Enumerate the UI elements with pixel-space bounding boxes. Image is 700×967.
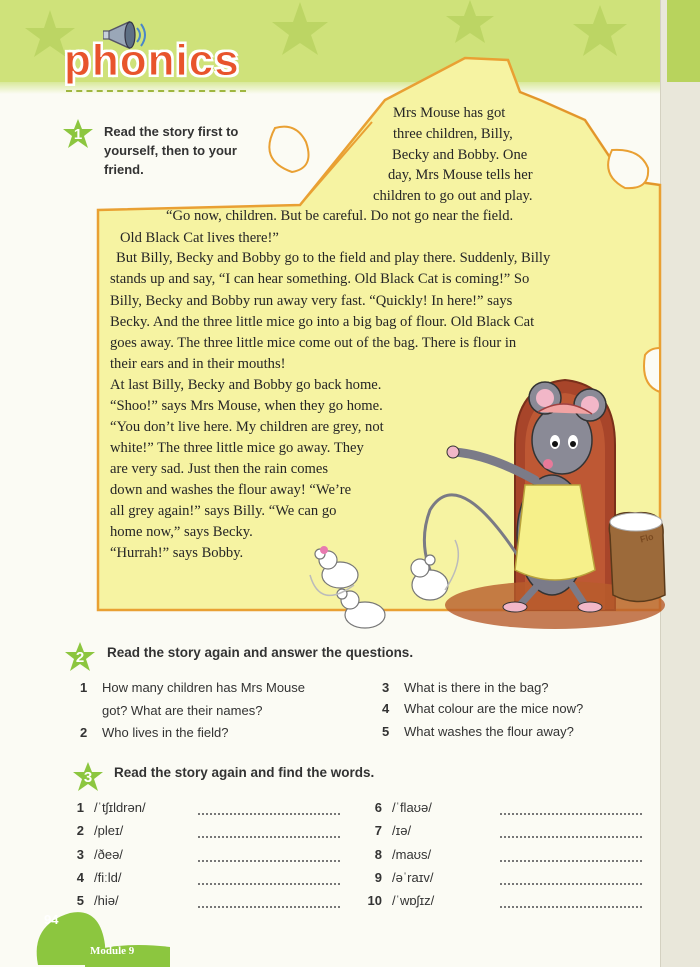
story-line: “Hurrah!” says Bobby. <box>110 545 244 561</box>
exercise-number: 1 <box>73 125 83 143</box>
word-item: 7 /ɪə/ <box>374 823 412 838</box>
exercise-1-badge <box>62 118 94 150</box>
story-line: But Billy, Becky and Bobby go to the field and play there. Suddenly, Billy <box>116 250 551 266</box>
story-line: “Go now, children. But be careful. Do not go near the field. <box>166 208 514 224</box>
page-number: 94 <box>44 912 59 927</box>
word-item: 4 /fiːld/ <box>76 870 122 885</box>
question-item: 5 What washes the flour away? <box>382 724 574 739</box>
exercise-2-badge <box>64 641 96 673</box>
word-item: 6 /ˈflaʊə/ <box>374 800 432 815</box>
story-line: all grey again!” says Billy. “We can go <box>110 503 337 519</box>
word-item: 8 /maʊs/ <box>374 847 432 862</box>
story-line: their ears and in their mouths! <box>110 356 286 372</box>
mrs-mouse-illustration <box>280 360 680 650</box>
answer-line[interactable] <box>198 813 340 815</box>
story-line: “You don’t live here. My children are grey, not <box>110 419 384 435</box>
answer-line[interactable] <box>500 906 642 908</box>
word-item: 9 /əˈraɪv/ <box>374 870 434 885</box>
answer-line[interactable] <box>500 813 642 815</box>
flour-bag-label: Flo <box>638 531 655 545</box>
word-item: 1 /ˈtʃɪldrən/ <box>76 800 146 815</box>
story-line: “Shoo!” says Mrs Mouse, when they go home. <box>110 398 383 414</box>
story-line: children to go out and play. <box>373 188 533 204</box>
word-item: 5 /hiə/ <box>76 893 119 908</box>
story-line: Old Black Cat lives there!” <box>120 230 279 246</box>
question-item: 4 What colour are the mice now? <box>382 701 584 716</box>
logo-underline <box>66 90 246 92</box>
exercise-1-instruction: Read the story first to yourself, then to your friend. <box>104 124 239 177</box>
answer-line[interactable] <box>500 860 642 862</box>
story-line: Becky and Bobby. One <box>392 147 528 163</box>
story-line: Becky. And the three little mice go into a big bag of flour. Old Black Cat <box>110 314 535 330</box>
answer-line[interactable] <box>198 836 340 838</box>
story-line: stands up and say, “I can hear something. Old Black Cat is coming!” So <box>110 271 530 287</box>
story-line: At last Billy, Becky and Bobby go back home. <box>110 377 382 393</box>
story-line: Billy, Becky and Bobby run away very fast. “Quickly! In here!” says <box>110 293 513 309</box>
question-item: 2 Who lives in the field? <box>80 725 229 740</box>
exercise-3-instruction: Read the story again and find the words. <box>114 765 375 780</box>
exercise-number: 2 <box>75 648 85 666</box>
answer-line[interactable] <box>500 836 642 838</box>
word-item: 10 /ˈwɒʃɪz/ <box>367 893 435 908</box>
story-line: are very sad. Just then the rain comes <box>110 461 329 477</box>
story-line: Mrs Mouse has got <box>393 105 506 121</box>
story-line: three children, Billy, <box>393 126 513 142</box>
question-item-cont: got? What are their names? <box>102 703 263 718</box>
question-item: 1 How many children has Mrs Mouse <box>80 680 306 695</box>
story-line: day, Mrs Mouse tells her <box>388 167 533 183</box>
answer-line[interactable] <box>198 883 340 885</box>
word-item: 3 /ðeə/ <box>76 847 123 862</box>
module-label: Module 9 <box>90 945 135 957</box>
story-line: down and washes the flour away! “We’re <box>110 482 352 498</box>
answer-line[interactable] <box>198 906 340 908</box>
answer-line[interactable] <box>198 860 340 862</box>
question-item: 3 What is there in the bag? <box>382 680 549 695</box>
exercise-3-badge <box>72 761 104 793</box>
exercise-2-instruction: Read the story again and answer the questions. <box>107 645 414 660</box>
word-item: 2 /pleɪ/ <box>76 823 124 838</box>
answer-line[interactable] <box>500 883 642 885</box>
phonics-logo: phonics <box>64 36 240 85</box>
story-line: goes away. The three little mice come out of the bag. There is flour in <box>110 335 517 351</box>
story-line: white!” The three little mice go away. They <box>110 440 364 456</box>
exercise-number: 3 <box>83 768 93 786</box>
story-line: home now,” says Becky. <box>110 524 253 540</box>
